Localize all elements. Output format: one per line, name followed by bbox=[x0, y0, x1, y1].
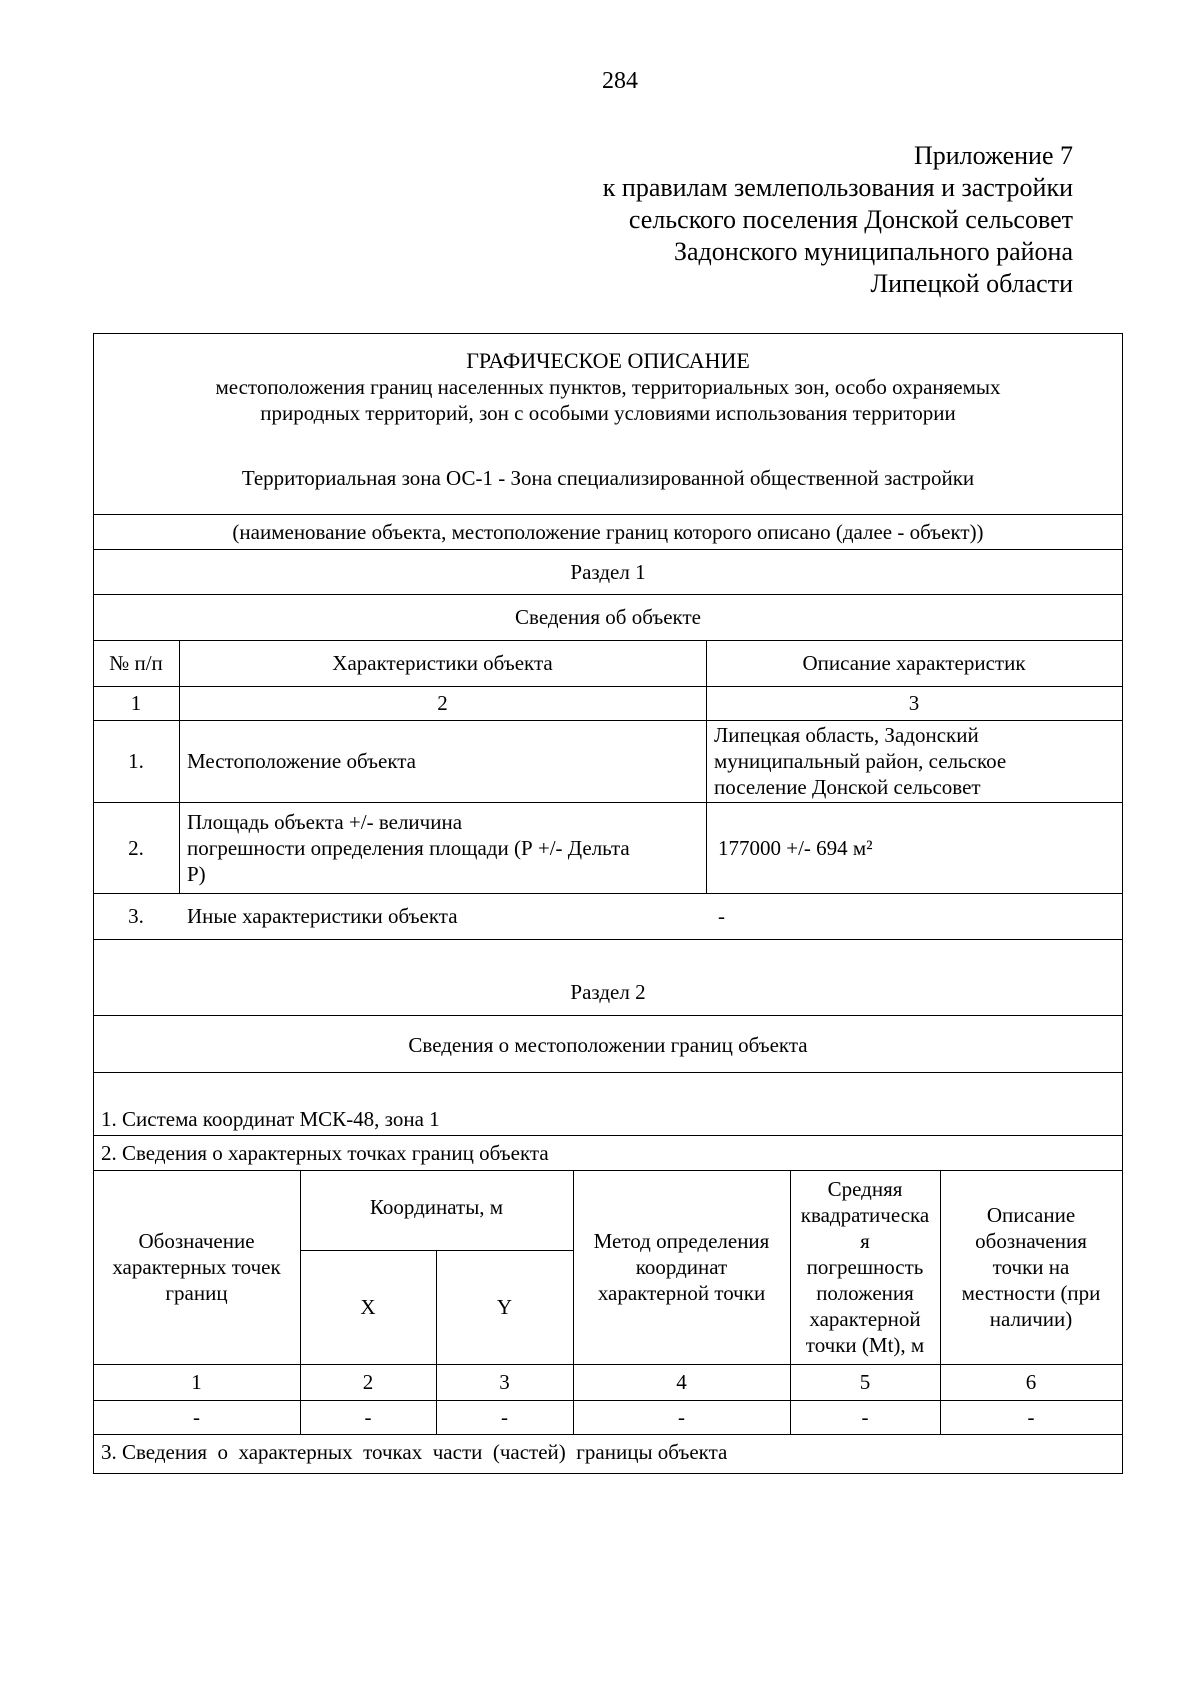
column-number: 2 bbox=[437, 691, 448, 715]
table-cell: - bbox=[193, 1405, 200, 1429]
column-header: № п/п bbox=[109, 651, 163, 675]
location-description: Липецкая область, Задонский муниципальный район, сельское поселение Донской сельсовет bbox=[714, 723, 1007, 799]
points-title: 2. Сведения о характерных точках границ объекта bbox=[101, 1141, 549, 1165]
appendix-line: сельского поселения Донской сельсовет bbox=[628, 205, 1073, 234]
object-caption: (наименование объекта, местоположение границ которого описано (далее - объект)) bbox=[232, 519, 984, 544]
column-number: 2 bbox=[362, 1370, 374, 1394]
table-border-top bbox=[93, 333, 1123, 334]
coordinate-system: 1. Система координат МСК-48, зона 1 bbox=[101, 1107, 440, 1131]
section2-subtitle: Сведения о местоположении границ объекта bbox=[408, 1033, 808, 1057]
column-number: 3 bbox=[908, 691, 920, 715]
column-header: Характеристики объекта bbox=[332, 651, 553, 675]
zone-name: Территориальная зона ОС-1 - Зона специализированной общественной застройки bbox=[241, 466, 975, 490]
section1-title: Раздел 1 bbox=[570, 559, 646, 584]
document-title: ГРАФИЧЕСКОЕ ОПИСАНИЕ bbox=[466, 348, 750, 373]
characteristic-location: Местоположение объекта bbox=[187, 749, 417, 773]
appendix-line: Приложение 7 bbox=[913, 141, 1073, 170]
column-number: 1 bbox=[130, 691, 142, 715]
method-header: Метод определения координат характерной точки bbox=[593, 1229, 770, 1305]
x-header: X bbox=[360, 1295, 376, 1319]
table-border-bottom bbox=[93, 1473, 1123, 1474]
other-value: - bbox=[718, 904, 725, 928]
appendix-line: к правилам землепользования и застройки bbox=[602, 173, 1073, 202]
coordinates-header: Координаты, м bbox=[369, 1195, 504, 1219]
row-number: 1. bbox=[128, 749, 144, 773]
row-divider bbox=[93, 1072, 1123, 1073]
column-number: 3 bbox=[499, 1370, 510, 1394]
table-cell: - bbox=[501, 1405, 508, 1429]
column-number: 6 bbox=[1025, 1370, 1037, 1394]
appendix-heading bbox=[603, 140, 1073, 300]
table-cell: - bbox=[861, 1405, 869, 1429]
document-subtitle: местоположения границ населенных пунктов, территориальных зон, особо охраняемых bbox=[215, 375, 1001, 399]
column-number: 5 bbox=[859, 1370, 871, 1394]
column-number: 1 bbox=[191, 1370, 202, 1394]
section1-subtitle: Сведения об объекте bbox=[515, 605, 701, 629]
column-header: Описание характеристик bbox=[802, 651, 1026, 675]
row-divider bbox=[93, 1015, 1123, 1016]
row-divider bbox=[93, 1135, 1123, 1136]
page-number: 284 bbox=[602, 68, 638, 94]
row-number: 2. bbox=[128, 835, 144, 860]
appendix-line: Задонского муниципального района bbox=[673, 237, 1073, 266]
table-border-right bbox=[1122, 333, 1123, 1474]
y-header: Y bbox=[496, 1295, 513, 1319]
characteristic-area: Площадь объекта +/- величина погрешности определения площади (Р +/- Дельта Р) bbox=[187, 809, 630, 886]
part-points-title: 3. Сведения о характерных точках части (частей) границы объекта bbox=[101, 1440, 728, 1464]
designation-header: Обозначение характерных точек границ bbox=[112, 1229, 281, 1305]
document-subtitle: природных территорий, зон с особыми условиями использования территории bbox=[260, 401, 956, 425]
row-divider bbox=[93, 939, 1123, 940]
row-number: 3. bbox=[128, 904, 144, 928]
characteristic-other: Иные характеристики объекта bbox=[187, 904, 458, 928]
description-header: Описание обозначения точки на местности (при наличии) bbox=[961, 1203, 1101, 1331]
table-cell: - bbox=[364, 1405, 372, 1429]
row-divider bbox=[93, 1434, 1123, 1435]
table-cell: - bbox=[678, 1405, 685, 1429]
table-cell: - bbox=[1027, 1405, 1035, 1429]
section2-title: Раздел 2 bbox=[570, 980, 646, 1004]
area-value: 177000 +/- 694 м² bbox=[718, 835, 873, 860]
column-number: 4 bbox=[676, 1370, 687, 1394]
appendix-line: Липецкой области bbox=[870, 269, 1073, 298]
accuracy-header: Средняя квадратическа я погрешность положения характерной точки (Mt), м bbox=[800, 1177, 930, 1357]
